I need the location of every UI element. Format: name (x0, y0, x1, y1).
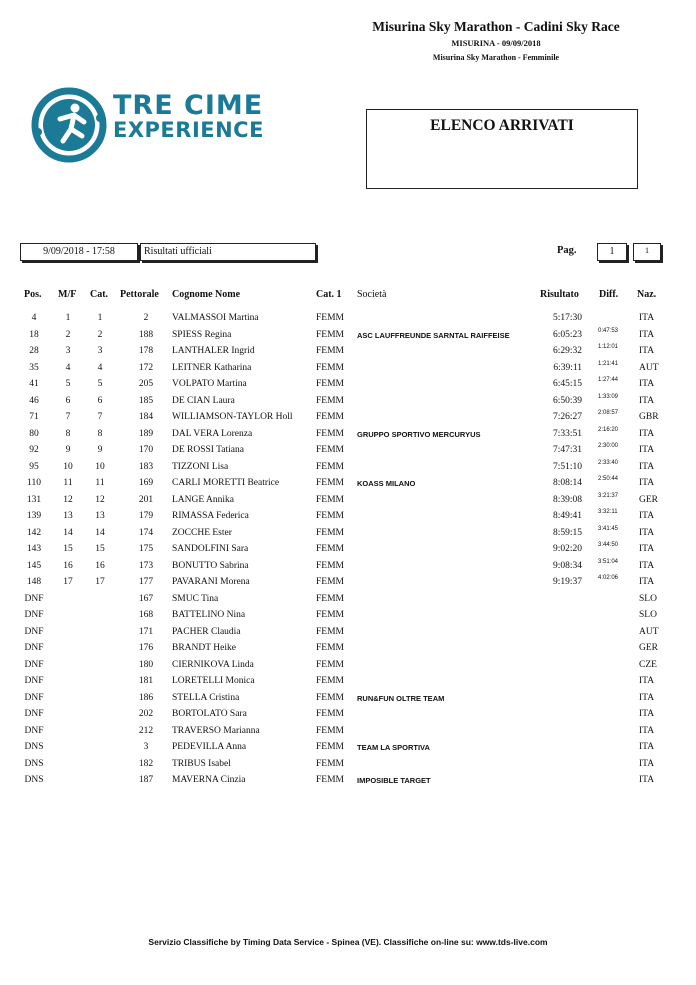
cell-name: TRIBUS Isabel (172, 758, 231, 769)
cell-bib: 179 (138, 511, 154, 521)
cell-cat: 11 (95, 478, 105, 488)
cell-society: KOASS MILANO (357, 479, 416, 488)
cell-diff: 3:44:50 (598, 542, 619, 548)
cell-bib: 3 (143, 742, 149, 752)
cell-cat1: FEMM (316, 329, 344, 340)
cell-bib: 173 (138, 560, 154, 571)
table-row (0, 708, 696, 725)
cell-society: ASC LAUFFREUNDE SARNTAL RAIFFEISE (357, 330, 510, 340)
cell-name: PEDEVILLA Anna (172, 742, 247, 752)
table-row (0, 428, 696, 445)
cell-mf: 5 (65, 379, 71, 389)
cell-cat1: FEMM (316, 346, 344, 356)
cell-bib: 172 (138, 362, 154, 373)
cell-society: IMPOSIBLE TARGET (357, 776, 431, 785)
cell-name: MAVERNA Cinzia (172, 775, 246, 785)
cell-nation: ITA (639, 709, 655, 719)
cell-nation: AUT (639, 362, 659, 373)
cell-cat: 8 (97, 428, 103, 439)
cell-name: LORETELLI Monica (172, 676, 255, 686)
cell-mf: 7 (65, 412, 71, 422)
list-title-box (366, 109, 638, 189)
cell-mf: 15 (63, 544, 73, 554)
table-row (0, 609, 696, 626)
cell-time: 9:19:37 (552, 577, 582, 587)
cell-name: CARLI MORETTI Beatrice (172, 478, 280, 488)
cell-diff: 4:02:06 (598, 575, 619, 581)
cell-name: TIZZONI Lisa (172, 461, 229, 472)
cell-bib: 167 (138, 593, 154, 604)
cell-cat1: FEMM (316, 676, 344, 686)
cell-name: LEITNER Katharina (172, 362, 252, 373)
cell-name: PACHER Claudia (172, 626, 241, 637)
cell-nation: ITA (639, 329, 655, 340)
results-table (0, 312, 696, 791)
table-row (0, 345, 696, 362)
cell-cat1: FEMM (316, 428, 344, 439)
cell-mf: 16 (63, 560, 73, 571)
cell-nation: ITA (639, 775, 655, 785)
cell-cat: 12 (95, 494, 105, 505)
cell-bib: 182 (138, 758, 154, 769)
cell-mf: 2 (65, 329, 71, 340)
cell-nation: ITA (639, 379, 655, 389)
cell-mf: 12 (63, 494, 73, 505)
cell-time: 6:45:15 (552, 379, 582, 389)
event-subtitle: MISURINA - 09/09/2018 (451, 38, 541, 48)
cell-bib: 187 (138, 775, 154, 785)
cell-cat1: FEMM (316, 610, 344, 620)
cell-cat1: FEMM (316, 659, 344, 670)
cell-nation: GBR (639, 412, 659, 422)
cell-pos: 18 (29, 329, 39, 340)
cell-time: 6:29:32 (552, 346, 582, 356)
cell-name: PAVARANI Morena (172, 577, 250, 587)
cell-cat1: FEMM (316, 643, 344, 653)
cell-nation: ITA (639, 742, 655, 752)
cell-name: RIMASSA Federica (172, 511, 249, 521)
cell-nation: ITA (639, 527, 655, 538)
cell-name: BATTELINO Nina (172, 610, 246, 620)
cell-time: 5:17:30 (552, 313, 582, 323)
cell-pos: DNF (24, 676, 44, 686)
cell-pos: DNS (24, 758, 44, 769)
cell-diff: 1:21:41 (598, 360, 619, 367)
col-naz: Naz. (637, 289, 657, 300)
col-time: Risultato (540, 289, 579, 300)
table-row (0, 626, 696, 643)
cell-time: 7:26:27 (552, 412, 582, 422)
cell-name: ZOCCHE Ester (172, 527, 232, 538)
cell-nation: ITA (639, 676, 655, 686)
cell-cat1: FEMM (316, 478, 344, 488)
table-row (0, 494, 696, 511)
table-row (0, 774, 696, 791)
table-row (0, 362, 696, 379)
cell-cat: 2 (97, 329, 103, 340)
cell-pos: DNF (24, 692, 44, 703)
cell-bib: 177 (138, 577, 154, 587)
logo-line1: TRE CIME (113, 90, 264, 121)
cell-pos: 4 (31, 313, 37, 323)
cell-pos: 131 (26, 494, 42, 505)
cell-pos: DNF (24, 725, 44, 736)
cell-nation: ITA (639, 346, 655, 356)
cell-cat: 15 (95, 544, 105, 554)
cell-time: 9:02:20 (552, 544, 582, 554)
cell-diff: 0:47:53 (598, 327, 619, 334)
table-row (0, 576, 696, 593)
cell-mf: 14 (63, 527, 73, 538)
cell-time: 8:49:41 (552, 511, 582, 521)
cell-name: BRANDT Heike (172, 643, 236, 653)
cell-cat1: FEMM (316, 511, 344, 521)
table-row (0, 725, 696, 742)
cell-nation: GER (639, 643, 658, 653)
table-row (0, 477, 696, 494)
cell-bib: 168 (138, 610, 154, 620)
cell-pos: DNF (24, 610, 44, 620)
cell-pos: 28 (29, 346, 39, 356)
cell-mf: 8 (65, 428, 71, 439)
cell-name: DE CIAN Laura (172, 395, 235, 406)
cell-pos: 139 (26, 511, 42, 521)
cell-bib: 201 (138, 494, 154, 505)
col-diff: Diff. (599, 289, 619, 300)
cell-pos: 80 (29, 428, 39, 439)
col-bib: Pettorale (120, 289, 159, 300)
table-row (0, 378, 696, 395)
col-pos: Pos. (24, 289, 42, 300)
table-row (0, 659, 696, 676)
cell-pos: 143 (26, 544, 42, 554)
cell-cat1: FEMM (316, 527, 344, 538)
cell-bib: 169 (138, 478, 154, 488)
cell-pos: 46 (29, 395, 39, 406)
cell-cat1: FEMM (316, 461, 344, 472)
cell-cat: 1 (97, 313, 103, 323)
cell-cat1: FEMM (316, 395, 344, 406)
cell-cat1: FEMM (316, 593, 344, 604)
cell-bib: 178 (138, 346, 154, 356)
event-title: Misurina Sky Marathon - Cadini Sky Race (372, 19, 620, 34)
cell-cat: 10 (95, 461, 105, 472)
cell-name: DE ROSSI Tatiana (172, 445, 244, 455)
cell-cat1: FEMM (316, 758, 344, 769)
cell-bib: 174 (138, 527, 154, 538)
table-row (0, 527, 696, 544)
cell-pos: DNS (24, 775, 44, 785)
cell-pos: 95 (29, 461, 39, 472)
list-title: ELENCO ARRIVATI (430, 117, 574, 134)
cell-nation: CZE (639, 659, 657, 670)
race-category: Misurina Sky Marathon - Femminile (432, 53, 560, 62)
cell-cat1: FEMM (316, 544, 344, 554)
cell-cat: 6 (97, 395, 103, 406)
cell-society: TEAM LA SPORTIVA (357, 743, 430, 752)
cell-name: ŠMUC Tina (172, 593, 219, 604)
cell-nation: ITA (639, 725, 655, 736)
cell-time: 6:39:11 (553, 362, 582, 373)
cell-name: SPIESS Regina (172, 329, 232, 340)
cell-mf: 3 (65, 346, 71, 356)
cell-name: BONUTTO Sabrina (172, 560, 249, 571)
cell-pos: DNF (24, 659, 44, 670)
cell-bib: 186 (138, 692, 154, 703)
cell-cat1: FEMM (316, 412, 344, 422)
cell-nation: ITA (639, 313, 655, 323)
results-status: Risultati ufficiali (140, 243, 316, 261)
logo-wordmark (113, 92, 264, 141)
cell-diff: 2:16:20 (598, 426, 619, 433)
table-row (0, 411, 696, 428)
cell-cat1: FEMM (316, 313, 344, 323)
cell-nation: ITA (639, 758, 655, 769)
cell-bib: 183 (138, 461, 154, 472)
cell-bib: 180 (138, 659, 154, 670)
cell-cat1: FEMM (316, 379, 344, 389)
table-row (0, 543, 696, 560)
cell-pos: DNF (24, 709, 44, 719)
cell-pos: 142 (26, 527, 42, 538)
cell-diff: 2:33:40 (598, 459, 619, 466)
col-cat1: Cat. 1 (316, 289, 342, 300)
cell-mf: 4 (65, 362, 71, 373)
cell-bib: 189 (138, 428, 154, 439)
cell-pos: 110 (27, 478, 41, 488)
table-row (0, 593, 696, 610)
cell-name: TRAVERSO Marianna (172, 725, 260, 736)
cell-pos: 71 (29, 412, 39, 422)
cell-pos: DNF (24, 626, 44, 637)
cell-diff: 2:30:00 (598, 443, 619, 449)
cell-diff: 1:27:44 (598, 377, 619, 383)
cell-nation: ITA (639, 544, 655, 554)
cell-time: 7:47:31 (552, 445, 582, 455)
cell-mf: 11 (63, 478, 73, 488)
page-total: 1 (633, 243, 661, 261)
table-row (0, 692, 696, 709)
cell-name: VALMASSOI Martina (172, 313, 259, 323)
cell-mf: 6 (65, 395, 71, 406)
cell-nation: ITA (639, 395, 655, 406)
table-row (0, 510, 696, 527)
cell-society: RUN&FUN OLTRE TEAM (357, 693, 445, 703)
cell-time: 7:51:10 (552, 461, 582, 472)
cell-bib: 184 (138, 412, 154, 422)
cell-pos: DNS (24, 742, 44, 752)
cell-diff: 1:33:09 (598, 393, 619, 400)
cell-bib: 171 (138, 626, 154, 637)
cell-name: LANGE Annika (172, 494, 235, 505)
cell-pos: 148 (26, 577, 42, 587)
cell-mf: 17 (63, 577, 73, 587)
cell-time: 7:33:51 (552, 428, 582, 439)
cell-nation: AUT (639, 626, 659, 637)
cell-pos: 92 (29, 445, 39, 455)
cell-mf: 9 (65, 445, 71, 455)
col-cat: Cat. (90, 289, 109, 300)
cell-time: 8:59:15 (552, 527, 582, 538)
cell-bib: 175 (138, 544, 154, 554)
cell-mf: 1 (65, 313, 71, 323)
cell-pos: 145 (26, 560, 42, 571)
cell-nation: ITA (639, 461, 655, 472)
cell-bib: 202 (138, 709, 154, 719)
cell-bib: 205 (138, 379, 154, 389)
table-row (0, 642, 696, 659)
cell-diff: 3:41:45 (598, 525, 619, 532)
cell-diff: 2:50:44 (598, 476, 619, 482)
cell-diff: 1:12:01 (598, 344, 619, 350)
cell-cat1: FEMM (316, 626, 344, 637)
cell-nation: ITA (639, 560, 655, 571)
cell-nation: ITA (639, 577, 655, 587)
cell-cat1: FEMM (316, 577, 344, 587)
cell-cat: 7 (97, 412, 103, 422)
cell-nation: SLO (639, 593, 657, 604)
cell-diff: 2:08:57 (598, 410, 619, 416)
table-row (0, 560, 696, 577)
table-row (0, 329, 696, 346)
page-number: 1 (597, 243, 627, 261)
table-row (0, 461, 696, 478)
cell-time: 8:08:14 (552, 478, 582, 488)
cell-diff: 3:21:37 (598, 492, 619, 499)
cell-bib: 176 (138, 643, 154, 653)
cell-nation: ITA (639, 692, 655, 703)
cell-cat1: FEMM (316, 494, 344, 505)
cell-cat: 3 (97, 346, 103, 356)
cell-cat: 14 (95, 527, 105, 538)
cell-name: LANTHALER Ingrid (172, 346, 255, 356)
logo-line2: EXPERIENCE (113, 118, 264, 142)
cell-cat: 4 (97, 362, 103, 373)
page-label: Pag. (557, 245, 577, 256)
cell-nation: GER (639, 494, 658, 505)
cell-cat: 9 (97, 445, 103, 455)
cell-cat: 5 (97, 379, 103, 389)
col-name: Cognome Nome (172, 289, 241, 300)
cell-cat1: FEMM (316, 692, 344, 703)
cell-cat1: FEMM (316, 725, 344, 736)
table-row (0, 758, 696, 775)
table-row (0, 741, 696, 758)
cell-bib: 212 (138, 725, 154, 736)
cell-cat1: FEMM (316, 709, 344, 719)
footer-credits: Servizio Classifiche by Timing Data Service - Spinea (VE). Classifiche on-line su: www.tds-live.com (148, 937, 548, 947)
cell-society: GRUPPO SPORTIVO MERCURYUS (357, 429, 481, 439)
table-row (0, 395, 696, 412)
cell-mf: 10 (63, 461, 73, 472)
cell-nation: ITA (639, 428, 655, 439)
cell-pos: DNF (24, 643, 44, 653)
cell-cat1: FEMM (316, 775, 344, 785)
cell-nation: SLO (639, 610, 657, 620)
cell-cat: 16 (95, 560, 105, 571)
cell-time: 9:08:34 (552, 560, 582, 571)
cell-cat: 13 (95, 511, 105, 521)
col-mf: M/F (58, 289, 77, 300)
cell-mf: 13 (63, 511, 73, 521)
cell-time: 6:50:39 (552, 395, 582, 406)
cell-cat1: FEMM (316, 445, 344, 455)
cell-bib: 188 (138, 329, 154, 340)
cell-pos: 41 (29, 379, 39, 389)
cell-bib: 181 (138, 676, 154, 686)
cell-bib: 185 (138, 395, 154, 406)
cell-diff: 3:51:04 (598, 558, 619, 565)
cell-nation: ITA (639, 478, 655, 488)
cell-name: VOLPATO Martina (172, 379, 247, 389)
cell-name: CIERNIKOVA Linda (172, 659, 254, 670)
cell-pos: DNF (24, 593, 44, 604)
table-row (0, 675, 696, 692)
cell-name: SANDOLFINI Sara (172, 544, 249, 554)
cell-name: STELLA Cristina (172, 692, 240, 703)
cell-name: DAL VERA Lorenza (172, 428, 253, 439)
cell-time: 6:05:23 (552, 329, 582, 340)
runner-logo-icon (30, 86, 108, 169)
cell-nation: ITA (639, 511, 655, 521)
cell-bib: 2 (143, 313, 149, 323)
cell-cat1: FEMM (316, 742, 344, 752)
col-soc: Società (357, 289, 387, 300)
cell-cat: 17 (95, 577, 105, 587)
cell-pos: 35 (29, 362, 39, 373)
print-datetime: 9/09/2018 - 17:58 (20, 243, 138, 261)
table-row (0, 444, 696, 461)
cell-cat1: FEMM (316, 560, 344, 571)
cell-bib: 170 (138, 445, 154, 455)
cell-name: WILLIAMSON-TAYLOR Holl (172, 412, 293, 422)
cell-nation: ITA (639, 445, 655, 455)
cell-time: 8:39:08 (552, 494, 582, 505)
cell-diff: 3:32:11 (598, 509, 618, 515)
table-header (0, 289, 696, 303)
table-row (0, 312, 696, 329)
cell-name: BORTOLATO Sara (172, 709, 247, 719)
cell-cat1: FEMM (316, 362, 344, 373)
